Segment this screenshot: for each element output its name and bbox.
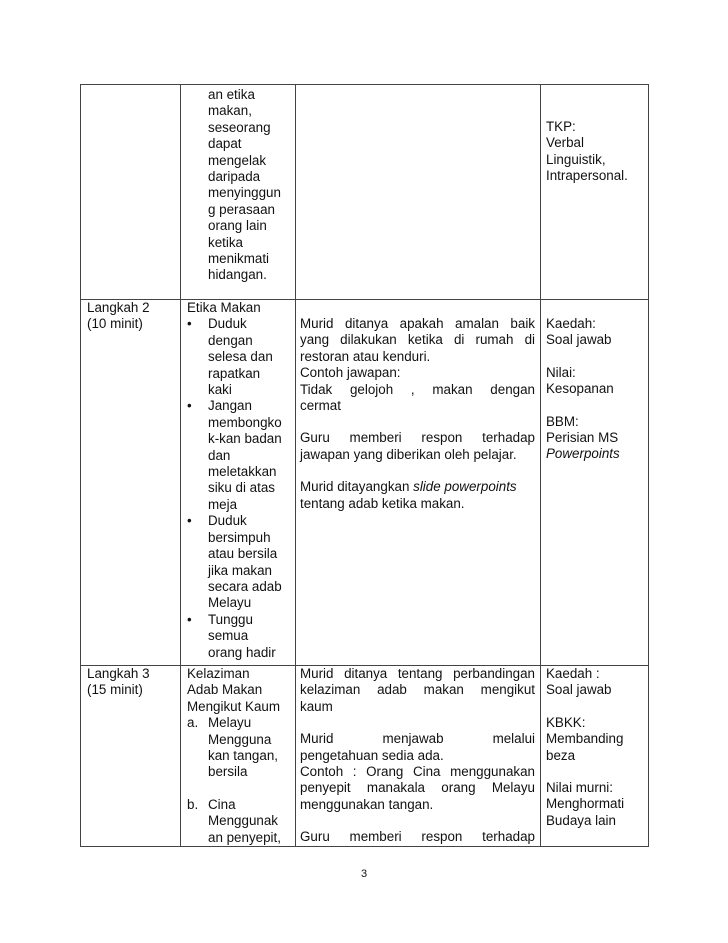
bullet-line: membongko	[208, 414, 282, 430]
bullet-line: Melayu	[208, 595, 252, 611]
bullet-item	[187, 612, 295, 661]
list-line: Mengguna	[208, 731, 272, 747]
bullet-line: rapatkan	[208, 365, 261, 381]
notes-label: Nilai murni:	[546, 780, 613, 796]
bullet-line: meja	[208, 496, 238, 512]
bullet-line: orang hadir	[208, 644, 276, 660]
content-line: hidangan.	[208, 267, 267, 283]
activity-line	[300, 479, 535, 495]
content-title: Etika Makan	[187, 300, 261, 315]
list-marker: a.	[187, 715, 199, 731]
notes-value: Budaya lain	[546, 812, 616, 828]
bullet-line: secara adab	[208, 578, 282, 594]
row2-notes-cell	[546, 316, 648, 463]
activity-line: restoran atau kenduri.	[300, 348, 431, 364]
content-line: makan,	[208, 103, 252, 119]
content-line: menikmati	[208, 251, 270, 267]
bullet-icon: •	[187, 398, 192, 414]
bullet-icon: •	[187, 611, 192, 627]
bullet-item	[187, 398, 295, 513]
row2-step-cell	[87, 300, 177, 333]
bullet-line: kaki	[208, 382, 232, 398]
notes-line: TKP:	[546, 119, 576, 134]
row3-content-cell	[187, 666, 295, 846]
row1-notes-cell	[546, 119, 648, 185]
activity-line: Murid ditanya apakah amalan baik	[300, 316, 535, 331]
row3-notes-cell	[546, 666, 648, 829]
row3-step-cell	[87, 666, 177, 699]
activity-line: jawapan yang diberikan oleh pelajar.	[300, 446, 517, 462]
content-line: menyinggun	[208, 185, 281, 201]
activity-line: Guru memberi respon terhadap	[300, 430, 535, 446]
row2-activity-cell	[300, 316, 535, 512]
list-line: Melayu	[208, 715, 252, 731]
activity-line: tentang adab ketika makan.	[300, 495, 465, 511]
row2-content-cell	[187, 300, 295, 661]
bullet-icon: •	[187, 316, 192, 332]
bullet-line: selesa dan	[208, 349, 273, 365]
notes-value: Soal jawab	[546, 332, 612, 348]
bullet-line: k-kan badan	[208, 431, 282, 447]
bullet-item	[187, 513, 295, 611]
bullet-item	[187, 316, 295, 398]
activity-line: yang dilakukan ketika di rumah di	[300, 332, 535, 348]
notes-value: Powerpoints	[546, 446, 620, 462]
activity-line: Contoh : Orang Cina menggunakan	[300, 764, 535, 780]
notes-value: Membanding	[546, 731, 624, 747]
bullet-line: atau bersila	[208, 546, 278, 562]
list-item	[187, 715, 295, 781]
bullet-line: Tunggu	[208, 611, 253, 627]
row1-content-cell	[208, 87, 293, 284]
activity-line: menggunakan tangan.	[300, 796, 434, 812]
step-duration: (10 minit)	[87, 316, 143, 332]
step-label: Langkah 3	[87, 666, 150, 681]
column-divider	[180, 85, 181, 846]
activity-emphasis: slide powerpoints	[413, 479, 517, 495]
list-line: kan tangan,	[208, 748, 278, 764]
notes-value: Perisian MS	[546, 430, 619, 446]
notes-label: KBKK:	[546, 714, 586, 730]
notes-line: Intrapersonal.	[546, 168, 628, 184]
list-line: bersila	[208, 764, 248, 780]
bullet-line: bersimpuh	[208, 529, 271, 545]
notes-label: Kaedah:	[546, 316, 596, 331]
bullet-icon: •	[187, 513, 192, 529]
notes-value: Kesopanan	[546, 381, 614, 397]
bullet-line: jika makan	[208, 562, 273, 578]
bullet-line: Jangan	[208, 398, 252, 414]
content-line: g perasaan	[208, 201, 276, 217]
content-line: dapat	[208, 136, 242, 152]
content-line: an etika	[208, 87, 255, 102]
content-line: mengelak	[208, 152, 267, 168]
column-divider	[295, 85, 296, 846]
bullet-line: Duduk	[208, 316, 247, 332]
activity-line: Contoh jawapan:	[300, 365, 401, 381]
activity-line: Murid menjawab melalui	[300, 731, 535, 747]
activity-line: kaum	[300, 698, 333, 714]
list-marker: b.	[187, 796, 199, 812]
content-line: ketika	[208, 234, 243, 250]
content-line: daripada	[208, 169, 261, 185]
activity-line: Murid ditanya tentang perbandingan	[300, 666, 535, 681]
bullet-line: siku di atas	[208, 480, 275, 496]
notes-line: Linguistik,	[546, 151, 606, 167]
activity-line: Tidak gelojoh , makan dengan	[300, 381, 535, 397]
bullet-line: dengan	[208, 332, 253, 348]
activity-line: Guru memberi respon terhadap	[300, 829, 535, 845]
notes-value: beza	[546, 747, 576, 763]
content-line: Adab Makan	[187, 682, 263, 698]
activity-line: penyepit manakala orang Melayu	[300, 780, 535, 796]
step-duration: (15 minit)	[87, 682, 143, 698]
notes-label: BBM:	[546, 413, 579, 429]
page-number: 3	[360, 868, 368, 880]
bullet-line: semua	[208, 628, 249, 644]
notes-line: Verbal	[546, 135, 584, 151]
activity-text: Murid ditayangkan	[300, 479, 414, 495]
notes-label: Nilai:	[546, 364, 576, 380]
notes-value: Soal jawab	[546, 682, 612, 698]
activity-line: cermat	[300, 398, 341, 414]
content-line: Kelaziman	[187, 666, 250, 681]
row3-activity-cell	[300, 666, 535, 846]
activity-line: kelaziman adab makan mengikut	[300, 682, 535, 698]
bullet-line: Duduk	[208, 513, 247, 529]
column-divider	[540, 85, 541, 846]
list-line: Cina	[208, 796, 236, 812]
notes-value: Menghormati	[546, 796, 625, 812]
bullet-line: meletakkan	[208, 464, 277, 480]
lesson-plan-table	[80, 84, 649, 847]
content-line: Mengikut Kaum	[187, 698, 281, 714]
list-line: Menggunak	[208, 813, 278, 829]
list-item	[187, 797, 295, 846]
activity-line: pengetahuan sedia ada.	[300, 747, 444, 763]
content-line: orang lain	[208, 218, 267, 234]
step-label: Langkah 2	[87, 300, 150, 315]
notes-label: Kaedah :	[546, 666, 600, 681]
content-line: seseorang	[208, 119, 271, 135]
bullet-line: dan	[208, 447, 231, 463]
list-line: an penyepit,	[208, 829, 281, 845]
